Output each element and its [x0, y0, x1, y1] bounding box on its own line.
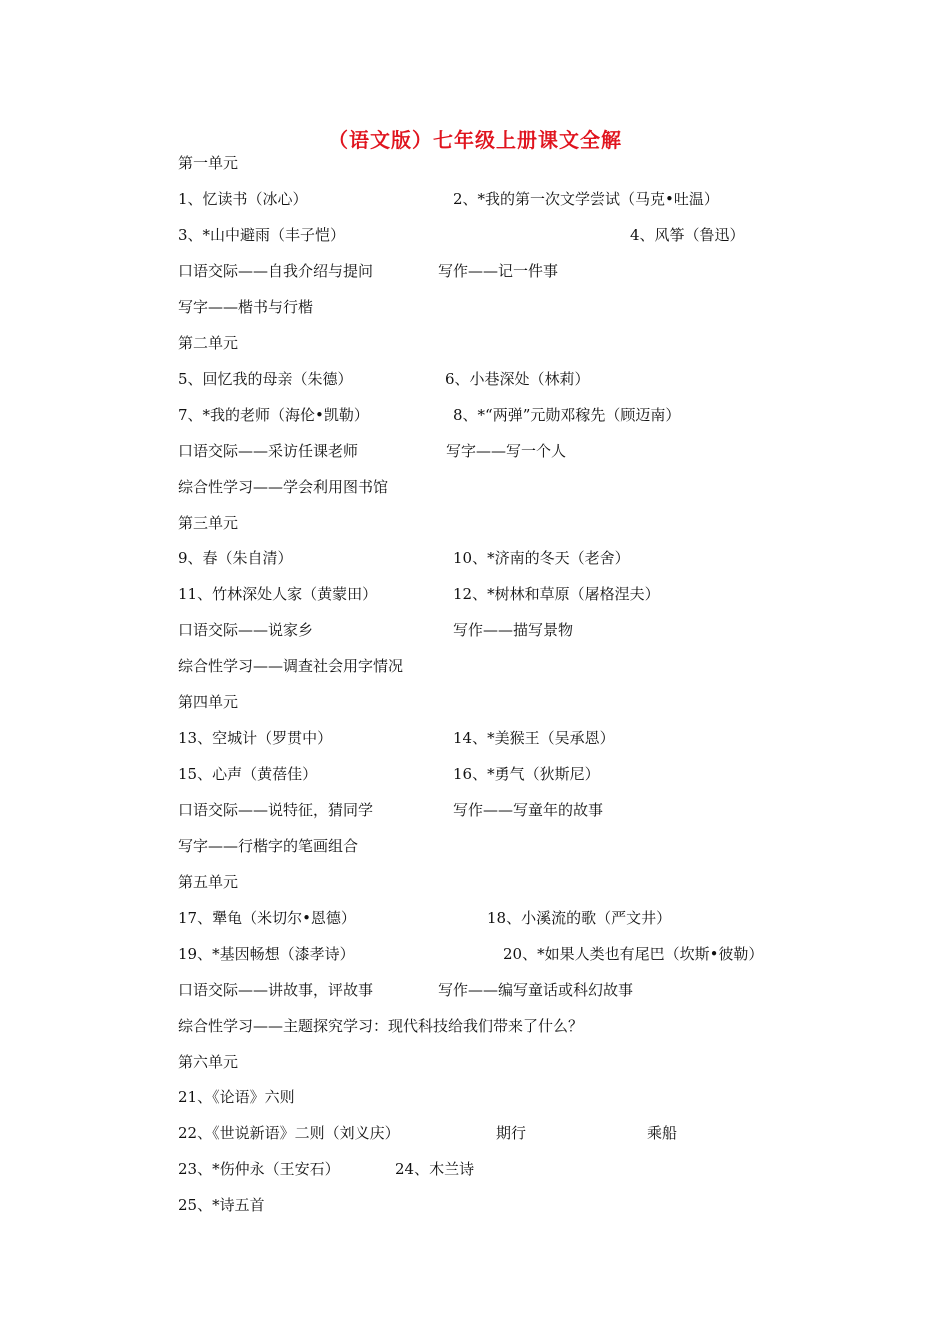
line-entry: 口语交际——自我介绍与提问 [178, 262, 374, 280]
text-line [0, 1122, 950, 1146]
line-entry: 写作——记一件事 [438, 262, 559, 280]
text-line [0, 583, 950, 607]
line-entry: 口语交际——讲故事，评故事 [178, 981, 374, 999]
line-entry: 7、*我的老师（海伦•凯勒） [178, 406, 369, 424]
text-line [0, 871, 950, 895]
text-line [0, 799, 950, 823]
text-line [0, 1158, 950, 1182]
text-line [0, 476, 950, 500]
line-entry: 2、*我的第一次文学尝试（马克•吐温） [453, 190, 719, 208]
text-line [0, 763, 950, 787]
line-entry: 期行 [496, 1124, 527, 1142]
line-text: 写字——楷书与行楷 [178, 298, 314, 316]
line-entry: 5、回忆我的母亲（朱德） [178, 370, 353, 388]
line-entry: 1、忆读书（冰心） [178, 190, 308, 208]
text-line [0, 907, 950, 931]
line-entry: 12、*树林和草原（屠格涅夫） [453, 585, 660, 603]
line-text: 第四单元 [178, 693, 239, 711]
text-line [0, 1086, 950, 1110]
line-entry: 口语交际——说特征，猜同学 [178, 801, 374, 819]
line-text: 21、《论语》六则 [178, 1088, 295, 1106]
text-line [0, 547, 950, 571]
text-line [0, 1051, 950, 1075]
text-line [0, 188, 950, 212]
line-entry: 22、《世说新语》二则（刘义庆） [178, 1124, 400, 1142]
line-entry: 17、犟龟（米切尔•恩德） [178, 909, 356, 927]
line-text: 25、*诗五首 [178, 1196, 265, 1214]
line-text: 综合性学习——主题探究学习：现代科技给我们带来了什么？ [178, 1017, 584, 1035]
line-entry: 16、*勇气（狄斯尼） [453, 765, 600, 783]
line-entry: 13、空城计（罗贯中） [178, 729, 333, 747]
line-entry: 写作——编写童话或科幻故事 [438, 981, 634, 999]
line-entry: 11、竹林深处人家（黄蒙田） [178, 585, 378, 603]
line-text: 写字——行楷字的笔画组合 [178, 837, 359, 855]
text-line [0, 655, 950, 679]
line-text: 第六单元 [178, 1053, 239, 1071]
document-title: （语文版）七年级上册课文全解 [328, 128, 622, 152]
text-line [0, 296, 950, 320]
text-line [0, 1194, 950, 1218]
line-entry: 9、春（朱自清） [178, 549, 293, 567]
line-entry: 23、*伤仲永（王安石） [178, 1160, 340, 1178]
text-line [0, 260, 950, 284]
text-line [0, 224, 950, 248]
line-entry: 3、*山中避雨（丰子恺） [178, 226, 346, 244]
text-line [0, 943, 950, 967]
line-text: 第二单元 [178, 334, 239, 352]
text-line [0, 1015, 950, 1039]
line-entry: 24、木兰诗 [395, 1160, 475, 1178]
line-entry: 口语交际——采访任课老师 [178, 442, 359, 460]
text-line [0, 835, 950, 859]
line-entry: 4、风筝（鲁迅） [630, 226, 745, 244]
line-text: 综合性学习——学会利用图书馆 [178, 478, 389, 496]
text-line [0, 440, 950, 464]
text-line [0, 727, 950, 751]
line-text: 第三单元 [178, 514, 239, 532]
line-entry: 18、小溪流的歌（严文井） [487, 909, 672, 927]
line-text: 综合性学习——调查社会用字情况 [178, 657, 404, 675]
text-line [0, 512, 950, 536]
line-entry: 15、心声（黄蓓佳） [178, 765, 318, 783]
line-entry: 8、*“两弹”元勋邓稼先（顾迈南） [453, 406, 681, 424]
line-text: 第一单元 [178, 154, 239, 172]
line-entry: 写作——描写景物 [453, 621, 574, 639]
text-line [0, 368, 950, 392]
line-entry: 14、*美猴王（吴承恩） [453, 729, 615, 747]
line-entry: 20、*如果人类也有尾巴（坎斯•彼勒） [503, 945, 764, 963]
text-line [0, 979, 950, 1003]
text-line [0, 332, 950, 356]
text-line [0, 691, 950, 715]
line-entry: 19、*基因畅想（漆孝诗） [178, 945, 355, 963]
text-line [0, 619, 950, 643]
line-entry: 乘船 [647, 1124, 678, 1142]
line-entry: 写字——写一个人 [446, 442, 567, 460]
line-entry: 写作——写童年的故事 [453, 801, 604, 819]
line-entry: 口语交际——说家乡 [178, 621, 314, 639]
text-line [0, 404, 950, 428]
text-line [0, 152, 950, 176]
line-entry: 6、小巷深处（林莉） [445, 370, 590, 388]
line-entry: 10、*济南的冬天（老舍） [453, 549, 630, 567]
line-text: 第五单元 [178, 873, 239, 891]
